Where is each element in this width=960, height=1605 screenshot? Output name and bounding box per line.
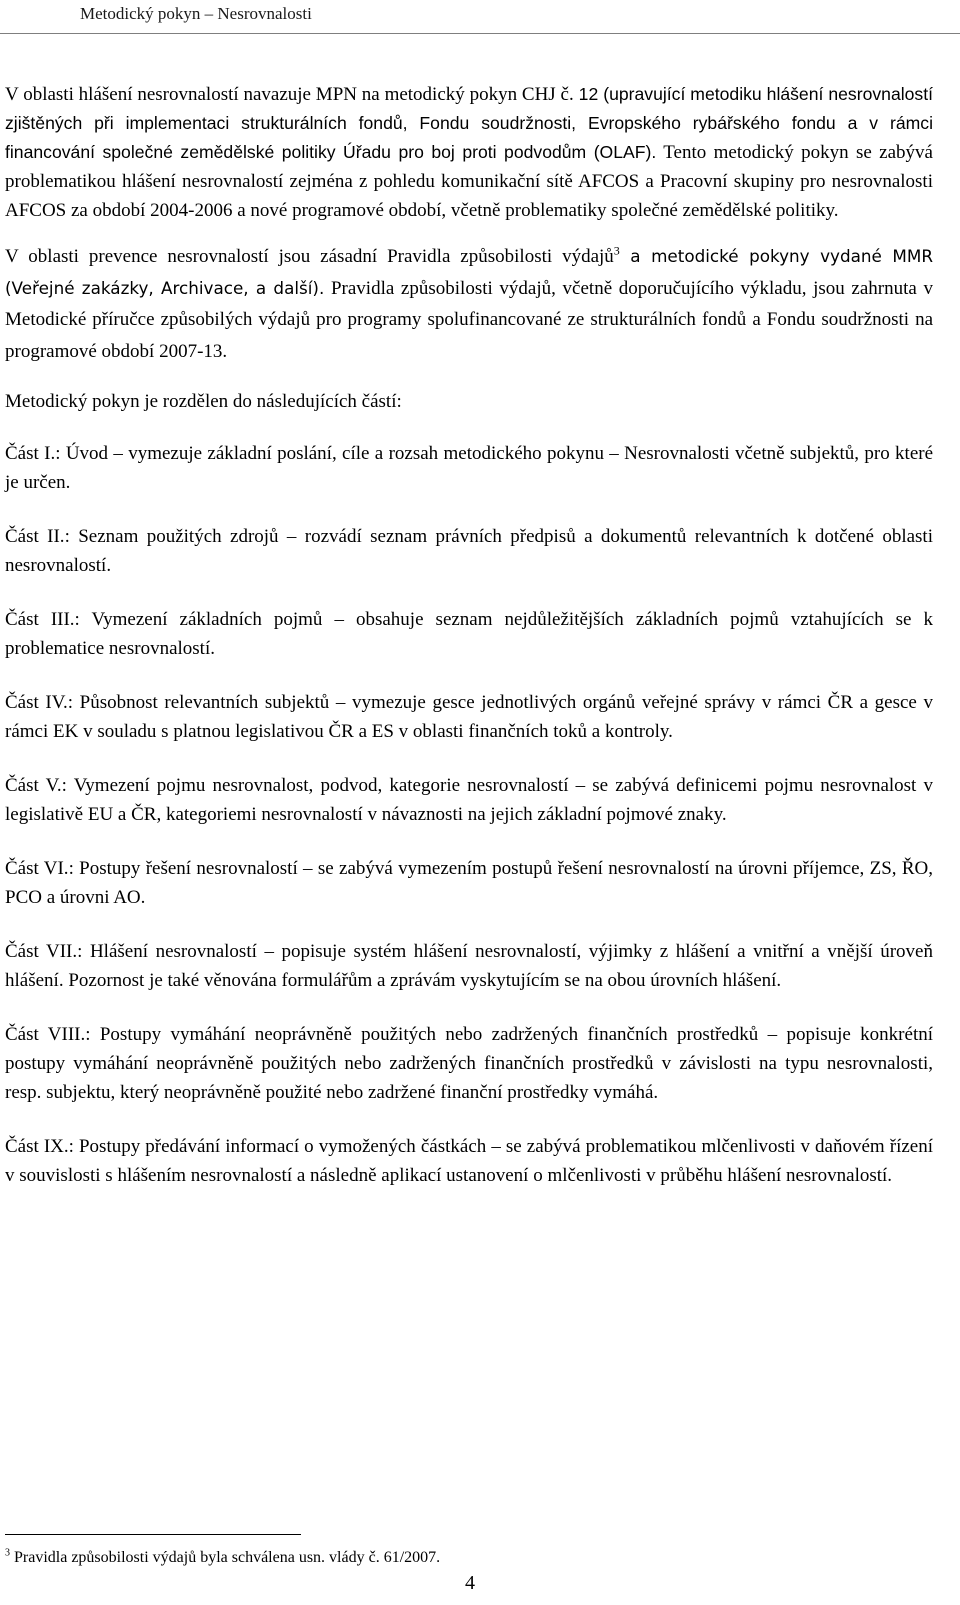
page-number: 4 bbox=[465, 1572, 475, 1594]
paragraph-prevention-lead: V oblasti prevence nesrovnalostí jsou zásadní Pravidla způsobilosti výdajů bbox=[5, 246, 614, 267]
part-item bbox=[5, 605, 933, 663]
running-header bbox=[0, 0, 960, 34]
part-label: Část I. bbox=[5, 443, 56, 464]
footnote-separator bbox=[5, 1534, 301, 1535]
part-description: : Vymezení pojmu nesrovnalost, podvod, kategorie nesrovnalostí – se zabývá definicemi pojmu nesrovnalost v legislativě EU a ČR, kategoriemi nesrovnalostí v návaznosti na jejich základní pojmové znaky. bbox=[5, 775, 933, 825]
paragraph-structure: Metodický pokyn je rozdělen do následujících částí: bbox=[5, 391, 402, 412]
part-label: Část V. bbox=[5, 775, 62, 796]
part-description: : Postupy předávání informací o vymožených částkách – se zabývá problematikou mlčenlivosti v daňovém řízení v souvislosti s hlášením nesrovnalostí a následně aplikací ustanovení o mlčenlivosti v průběhu hlášení nesrovnalostí. bbox=[5, 1136, 934, 1186]
part-label: Část III. bbox=[5, 609, 75, 630]
part-item bbox=[5, 522, 933, 580]
header-title: Metodický pokyn – Nesrovnalosti bbox=[80, 4, 312, 23]
footnote-mark: 3 bbox=[5, 1547, 10, 1559]
paragraph-intro-afcos: Tento metodický pokyn se zabývá problematikou hlášení nesrovnalostí zejména z pohledu komunikační sítě AFCOS a Pracovní skupiny pro nesrovnalosti AFCOS za období 2004-2006 a nové programové období, včetně problematiky společné zemědělské politiky. bbox=[5, 142, 933, 221]
part-label: Část II. bbox=[5, 526, 65, 547]
part-description: : Hlášení nesrovnalostí – popisuje systém hlášení nesrovnalostí, výjimky z hlášení a vnitřní a vnější úroveň hlášení. Pozornost je také věnována formulářům a zprávám vyskytujícím se na obou úrovních hlášení. bbox=[5, 941, 933, 991]
part-description: : Působnost relevantních subjektů – vymezuje gesce jednotlivých orgánů veřejné správy v rámci ČR a gesce v rámci EK v souladu s platnou legislativou ČR a ES v oblasti finančních toků a kontroly. bbox=[5, 692, 933, 742]
part-label: Část IX. bbox=[5, 1136, 69, 1157]
part-description: : Vymezení základních pojmů – obsahuje seznam nejdůležitějších základních pojmů vztahujících se k problematice nesrovnalostí. bbox=[5, 609, 933, 659]
part-label: Část VIII. bbox=[5, 1024, 86, 1045]
footnote-reference[interactable]: 3 bbox=[613, 243, 620, 258]
part-label: Část VI. bbox=[5, 858, 69, 879]
part-item bbox=[5, 854, 933, 912]
paragraph-intro-lead: V oblasti hlášení nesrovnalostí navazuje MPN na metodický pokyn CHJ č. bbox=[5, 84, 574, 105]
parts-list bbox=[5, 439, 933, 1190]
paragraph-prevention bbox=[5, 241, 933, 367]
part-description: : Seznam použitých zdrojů – rozvádí seznam právních předpisů a dokumentů relevantních k dotčené oblasti nesrovnalostí. bbox=[5, 526, 933, 576]
part-description: : Úvod – vymezuje základní poslání, cíle a rozsah metodického pokynu – Nesrovnalosti včetně subjektů, pro které je určen. bbox=[5, 443, 934, 493]
paragraph-intro-olaf: 12 (upravující metodiku hlášení nesrovnalostí zjištěných při implementaci strukturálních fondů, Fondu soudržnosti, Evropského rybářského fondu a v rámci financování společné zemědělské politiky Úřadu pro boj proti podvodům (OLAF). bbox=[5, 84, 933, 162]
document-body bbox=[5, 80, 933, 1215]
part-item bbox=[5, 771, 933, 829]
paragraph-intro bbox=[5, 80, 933, 225]
paragraph-prevention-rules: Pravidla způsobilosti výdajů, včetně doporučujícího výkladu, jsou zahrnuta v Metodické příručce způsobilých výdajů pro programy spolufinancované ze strukturálních fondů a Fondu soudržnosti na programové období 2007-13. bbox=[5, 277, 933, 362]
part-description: : Postupy vymáhání neoprávněně použitých nebo zadržených finančních prostředků – popisuje konkrétní postupy vymáhání neoprávněně použitých nebo zadržených finančních prostředků v závislosti na typu nesrovnalosti, resp. subjektu, který neoprávněně použité nebo zadržené finanční prostředky vymáhá. bbox=[5, 1024, 933, 1103]
part-item bbox=[5, 937, 933, 995]
footnote bbox=[5, 1548, 440, 1568]
footnote-text: Pravidla způsobilosti výdajů byla schválena usn. vlády č. 61/2007. bbox=[10, 1549, 441, 1566]
part-label: Část VII. bbox=[5, 941, 78, 962]
part-item bbox=[5, 1020, 933, 1107]
part-item bbox=[5, 1132, 933, 1190]
part-label: Část IV. bbox=[5, 692, 68, 713]
part-description: : Postupy řešení nesrovnalostí – se zabývá vymezením postupů řešení nesrovnalostí na úrovni příjemce, ZS, ŘO, PCO a úrovni AO. bbox=[5, 858, 934, 908]
part-item bbox=[5, 688, 933, 746]
part-item bbox=[5, 439, 933, 497]
paragraph-prevention-mmr: a metodické pokyny vydané MMR (Veřejné zakázky, Archivace, a další). bbox=[5, 246, 933, 298]
